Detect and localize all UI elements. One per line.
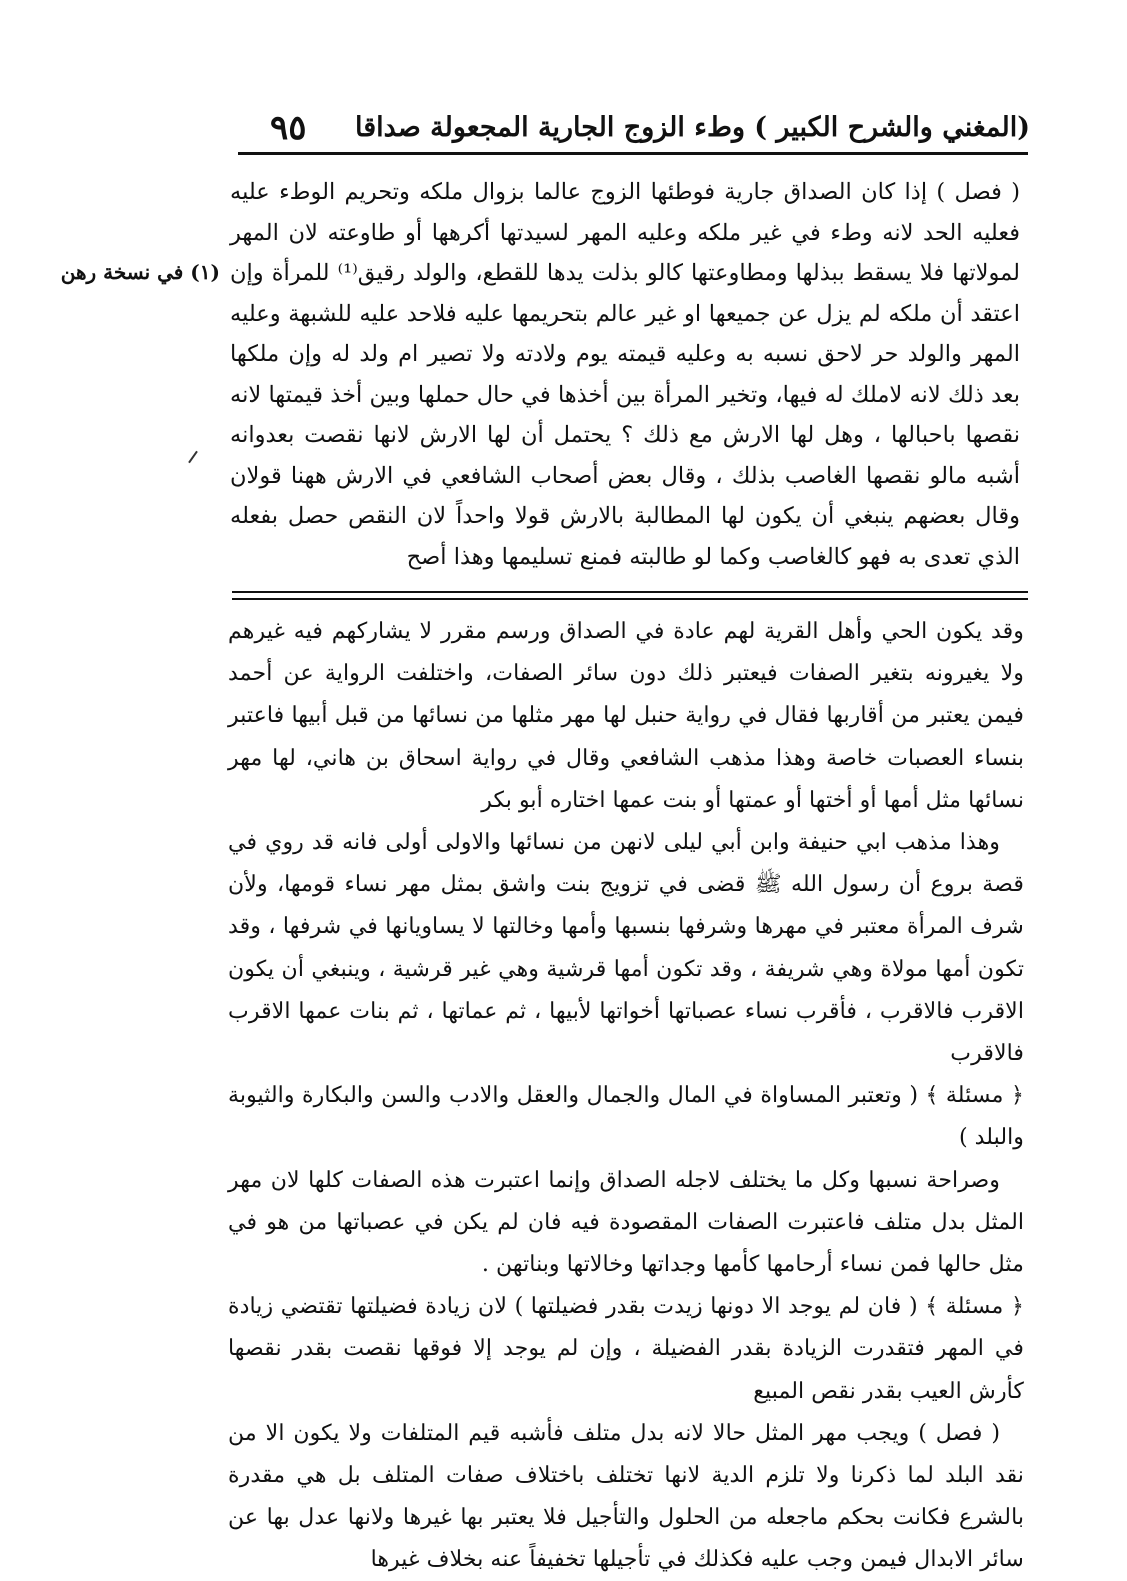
running-header — [240, 108, 1030, 152]
header-rule — [238, 152, 1028, 155]
section-divider — [232, 591, 1028, 600]
lower-text-block — [228, 610, 1024, 1581]
paragraph: وصراحة نسبها وكل ما يختلف لاجله الصداق وإنما اعتبرت هذه الصفات كلها لان مهر المثل بدل متلف فاعتبرت الصفات المقصودة فيه فان لم يكن في عصباتها من هو في مثل حالها فمن نساء أرحامها كأمها وجداتها وخالاتها وبناتهن . — [228, 1166, 1024, 1278]
upper-text-block — [230, 172, 1020, 577]
margin-mark — [188, 451, 198, 464]
paragraph: وهذا مذهب ابي حنيفة وابن أبي ليلى لانهن من نسائها والاولى أولى فانه قد روي في قصة بروع أن رسول الله ﷺ قضى في تزويج بنت واشق بمثل مهر نساء قومها، ولأن شرف المرأة معتبر في مهرها وشرفها بنسبها وأمها وخالتها لا يساويانها في شرفها ، وقد تكون أمها مولاة وهي شريفة ، وقد تكون أمها قرشية وهي غير قرشية ، وينبغي أن يكون الاقرب فالاقرب ، فأقرب نساء عصباتها أخواتها لأبيها ، ثم عماتها ، ثم بنات عمها الاقرب فالاقرب — [228, 829, 1024, 1067]
paragraph: ( فصل ) ويجب مهر المثل حالا لانه بدل متلف فأشبه قيم المتلفات ولا يكون الا من نقد البلد لما ذكرنا ولا تلزم الدية لانها تختلف باختلاف صفات المتلف بل هي مقدرة بالشرع فكانت بحكم ماجعله من الحلول والتأجيل فلا يعتبر بها غيرها ولانها عدل بها عن سائر الابدال فيمن وجب عليه فكذلك في تأجيلها تخفيفاً عنه بخلاف غيرها — [228, 1419, 1024, 1573]
paragraph: وقد يكون الحي وأهل القرية لهم عادة في الصداق ورسم مقرر لا يشاركهم فيه غيرهم ولا يغيرونه بتغير الصفات فيعتبر ذلك دون سائر الصفات، واختلفت الرواية عن أحمد فيمن يعتبر من أقاربها فقال في رواية حنبل لها مهر مثلها من نسائها من قبل أبيها فاعتبر بنساء العصبات خاصة وهذا مذهب الشافعي وقال في رواية اسحاق بن هاني، لها مهر نسائها مثل أمها أو أختها أو عمتها أو بنت عمها اختاره أبو بكر — [228, 618, 1024, 813]
masala-heading: ﴿ مسئلة ﴾ ( وتعتبر المساواة في المال والجمال والعقل والادب والسن والبكارة والثيوبة والبلد ) — [228, 1082, 1024, 1151]
section-topic: وطء الزوج الجارية المجعولة صداقا — [355, 112, 745, 143]
margin-footnote: (١) في نسخة رهن — [60, 260, 220, 284]
book-title: (المغني والشرح الكبير ) — [754, 112, 1030, 143]
page-number: ٩٥ — [270, 108, 307, 148]
upper-paragraph: ( فصل ) إذا كان الصداق جارية فوطئها الزوج عالما بزوال ملكه وتحريم الوطء عليه فعليه الحد لانه وطء في غير ملكه وعليه المهر لسيدتها أكرهها أو طاوعته لان المهر لمولاتها فلا يسقط ببذلها ومطاوعتها كالو بذلت يدها للقطع، والولد رقيق⁽¹⁾ للمرأة وإن اعتقد أن ملكه لم يزل عن جميعها او غير عالم بتحريمها عليه فلاحد عليه للشبهة وعليه المهر والولد حر لاحق نسبه به وعليه قيمته يوم ولادته ولا تصير ام ولد له وإن ملكها بعد ذلك لانه لاملك له فيها، وتخير المرأة بين أخذها في حال حملها وبين أخذ قيمتها لانه نقصها باحبالها ، وهل لها الارش مع ذلك ؟ يحتمل أن لها الارش لانها نقصت بعدوانه أشبه مالو نقصها الغاصب بذلك ، وقال بعض أصحاب الشافعي في الارش ههنا قولان وقال بعضهم ينبغي أن يكون لها المطالبة بالارش قولا واحداً لان النقص حصل بفعله الذي تعدى به فهو كالغاصب وكما لو طالبته فمنع تسليمها وهذا أصح — [230, 179, 1020, 570]
masala-heading: ﴿ مسئلة ﴾ ( فان لم يوجد الا دونها زيدت بقدر فضيلتها ) لان زيادة فضيلتها تقتضي زيادة في المهر فتقدرت الزيادة بقدر الفضيلة ، وإن لم يوجد إلا فوقها نقصت بقدر نقصها كأرش العيب بقدر نقص المبيع — [228, 1293, 1024, 1404]
